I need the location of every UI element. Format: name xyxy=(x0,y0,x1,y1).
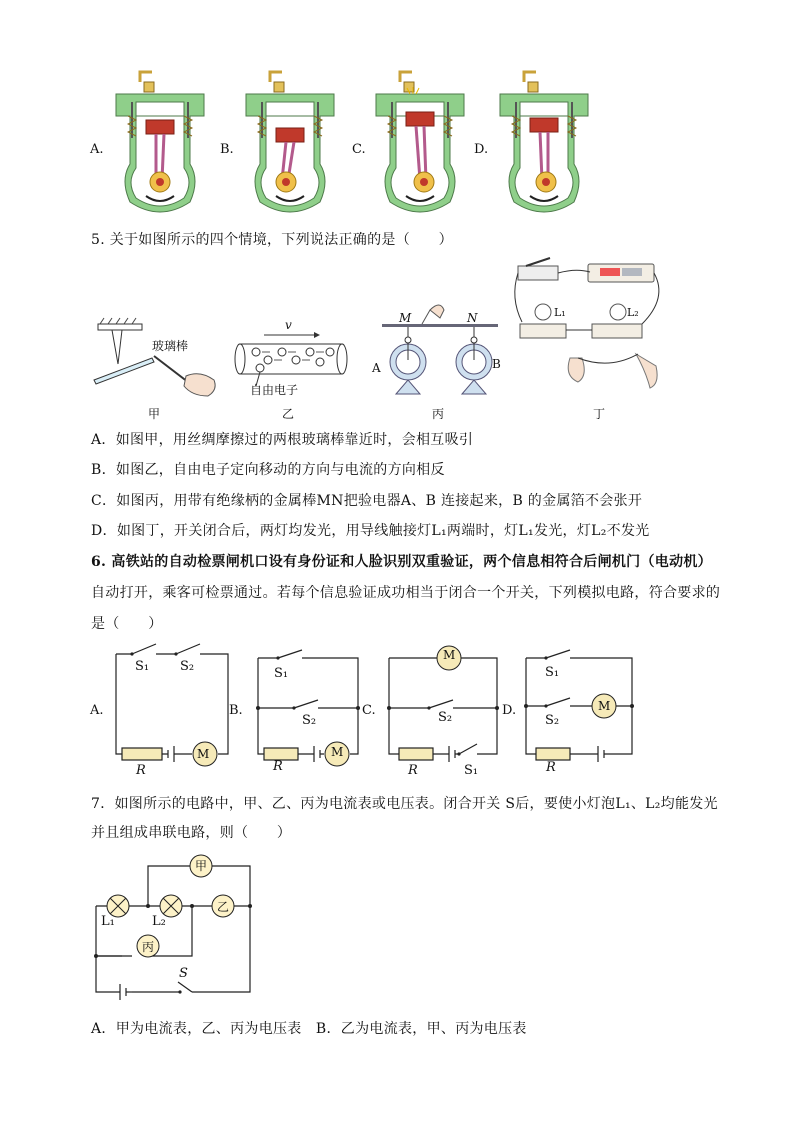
caption-yi: 乙 xyxy=(282,407,295,421)
meter-jia-label: 甲 xyxy=(195,859,208,873)
q6-circuit-b xyxy=(254,650,364,764)
q7-circuit xyxy=(92,852,262,1002)
q6-option-c: C. xyxy=(362,703,376,718)
engine-diagram-a xyxy=(110,72,210,222)
q6-stem-line-2: 自动打开，乘客可检票通过。若每个信息验证成功相当于闭合一个开关，下列模拟电路，符合要求的 xyxy=(91,585,721,601)
engine-option-c: C. xyxy=(352,142,366,157)
q6a-r-label: R xyxy=(136,763,146,778)
engine-option-a: A. xyxy=(90,142,104,157)
caption-ding: 丁 xyxy=(593,407,606,421)
q6c-s1-label: S₁ xyxy=(464,763,479,778)
q7-switch-label: S xyxy=(179,966,188,981)
engine-diagram-c xyxy=(370,72,470,222)
velocity-arrow xyxy=(262,330,322,340)
q7-l1-label: L₁ xyxy=(101,914,115,929)
q6a-s1-label: S₁ xyxy=(135,659,150,674)
lamp-l1-label: L₁ xyxy=(554,306,566,319)
q6a-motor-label: M xyxy=(197,747,210,761)
q5-figure-jia xyxy=(92,318,222,398)
caption-jia: 甲 xyxy=(148,407,161,421)
q6-option-b: B. xyxy=(229,703,243,718)
q6-circuit-d xyxy=(522,650,638,764)
q7-stem-line-2: 并且组成串联电路，则（ ） xyxy=(91,825,292,841)
q6b-s2-label: S₂ xyxy=(302,713,317,728)
electroscope-b-label: B xyxy=(492,357,501,371)
rod-end-m: M xyxy=(399,311,412,325)
q7-l2-label: L₂ xyxy=(152,914,166,929)
q6c-s2-label: S₂ xyxy=(438,710,453,725)
q6c-r-label: R xyxy=(408,763,418,778)
q6d-motor-label: M xyxy=(598,699,611,713)
q5-option-d: D．如图丁，开关闭合后，两灯均发光，用导线触接灯L₁两端时，灯L₁发光，灯L₂不发光 xyxy=(91,523,650,539)
glass-rod-label: 玻璃棒 xyxy=(152,339,189,353)
q5-stem: 5. 关于如图所示的四个情境，下列说法正确的是（ ） xyxy=(91,232,453,248)
meter-bing-label: 丙 xyxy=(142,940,155,954)
q6-option-a: A. xyxy=(90,703,104,718)
q6d-s2-label: S₂ xyxy=(545,713,560,728)
q6d-s1-label: S₁ xyxy=(545,665,560,680)
q6-stem-line-1: 6. 高铁站的自动检票闸机口设有身份证和人脸识别双重验证，两个信息相符合后闸机门（电动机） xyxy=(91,554,712,570)
velocity-label: v xyxy=(285,318,292,332)
meter-yi-label: 乙 xyxy=(217,900,230,914)
q7-stem-line-1: 7．如图所示的电路中，甲、乙、丙为电流表或电压表。闭合开关 S后，要使小灯泡L₁、L₂均能发光 xyxy=(91,796,718,812)
q5-figure-ding xyxy=(510,258,670,392)
electroscope-a-label: A xyxy=(372,361,381,375)
q6-circuit-c xyxy=(385,644,501,764)
q6b-s1-label: S₁ xyxy=(274,666,289,681)
engine-diagram-b xyxy=(240,72,340,222)
engine-option-d: D. xyxy=(474,142,489,157)
q6b-motor-label: M xyxy=(331,745,344,759)
lamp-l2-label: L₂ xyxy=(627,306,639,319)
q5-option-c: C．如图丙，用带有绝缘柄的金属棒MN把验电器A、B 连接起来，B 的金属箔不会张开 xyxy=(91,493,643,509)
q5-option-b: B．如图乙，自由电子定向移动的方向与电流的方向相反 xyxy=(91,462,445,478)
free-electron-label: 自由电子 xyxy=(250,383,299,397)
q6-circuit-a xyxy=(112,640,236,764)
q6-option-d: D. xyxy=(502,703,517,718)
q6c-motor-label: M xyxy=(443,648,456,662)
q6a-s2-label: S₂ xyxy=(180,659,195,674)
caption-bing: 丙 xyxy=(432,407,445,421)
q6b-r-label: R xyxy=(273,759,283,774)
engine-diagram-d xyxy=(494,72,594,222)
q6-stem-line-3: 是（ ） xyxy=(91,616,163,632)
q6d-r-label: R xyxy=(546,760,556,775)
rod-end-n: N xyxy=(467,311,478,325)
q5-option-a: A．如图甲，用丝绸摩擦过的两根玻璃棒靠近时，会相互吸引 xyxy=(91,432,474,448)
engine-option-b: B. xyxy=(220,142,234,157)
q7-options: A．甲为电流表，乙、丙为电压表 B．乙为电流表，甲、丙为电压表 xyxy=(91,1021,527,1037)
q5-figure-bing xyxy=(378,316,508,398)
